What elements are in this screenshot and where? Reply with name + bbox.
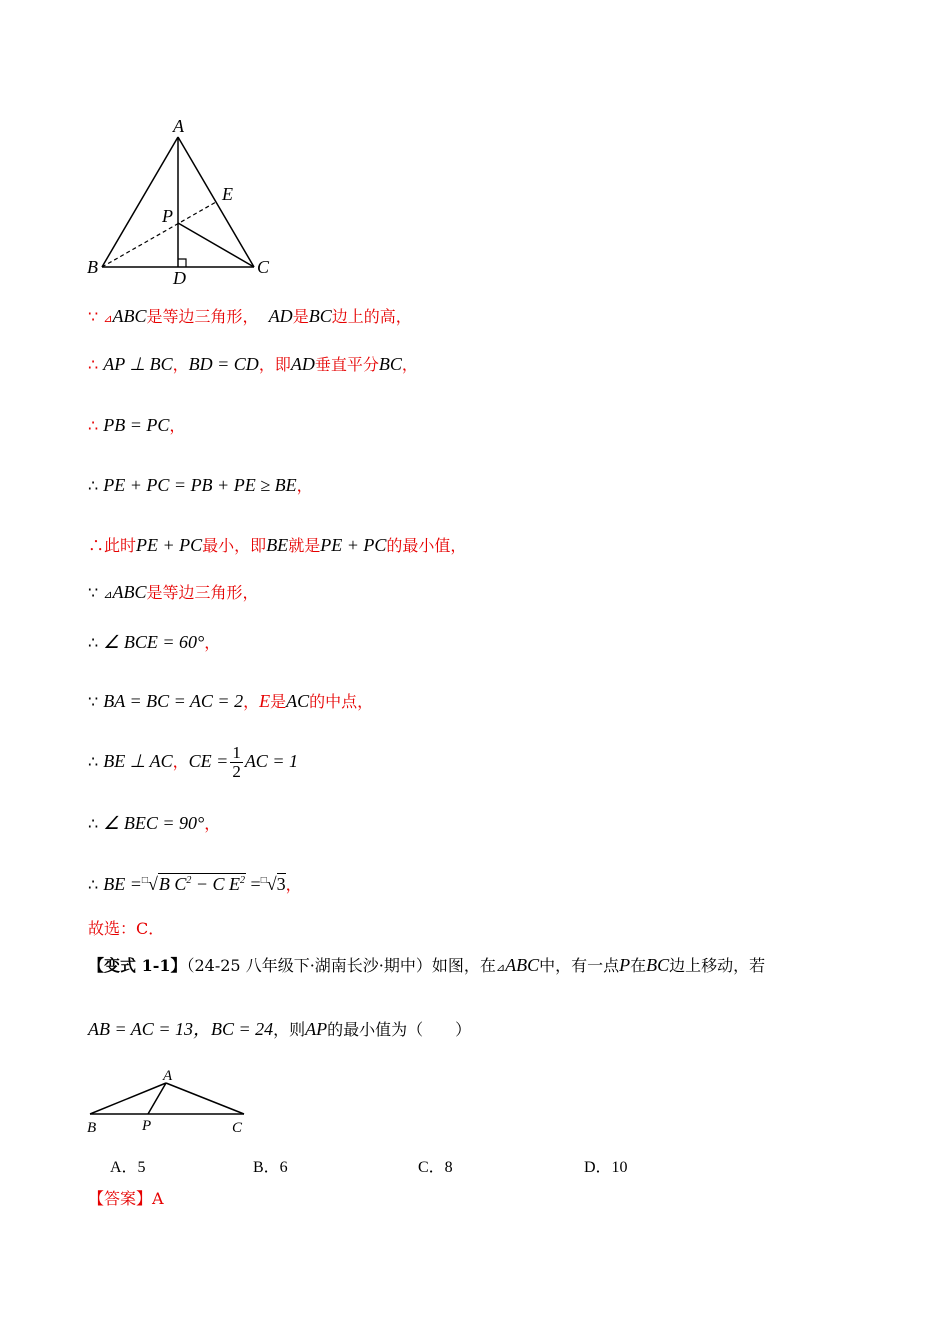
radical-index-placeholder: □ [141, 875, 148, 886]
variant-source: （24-25 八年级下·湖南长沙·期中） [186, 956, 432, 975]
therefore-symbol: ∴ [88, 416, 99, 435]
variant-question-line-1 [88, 954, 765, 979]
because-symbol: ∵ [88, 583, 99, 602]
triangle-symbol: ⊿ [495, 961, 506, 974]
solution-choice: 故选：C． [88, 919, 165, 938]
math-bc: BC [378, 354, 402, 374]
therefore-symbol: ∴ [88, 633, 99, 652]
text: 边上移动，若 [669, 956, 766, 975]
figure-equilateral-triangle [80, 112, 280, 292]
segment-ap [148, 1083, 166, 1114]
solution-line-11 [88, 870, 302, 896]
solution-line-6 [88, 581, 259, 606]
therefore-symbol: ∴ [88, 875, 99, 894]
triangle-symbol: ⊿ [103, 588, 113, 601]
math-ap-perp-bc: AP ⊥ BC [103, 354, 173, 374]
solution-line-2 [88, 353, 418, 376]
text: ，则 [273, 1020, 306, 1039]
math-p: P [619, 955, 631, 975]
math-bc: BC [308, 306, 332, 326]
label-d: D [173, 268, 186, 288]
comma: ， [296, 476, 313, 495]
text: 是等边三角形， [146, 307, 259, 326]
label-a: A [173, 116, 184, 136]
text: 是等边三角形， [146, 583, 259, 602]
math-pe-pc: PE + PC [320, 535, 387, 555]
segment-ac [166, 1083, 244, 1114]
comma: ， [169, 416, 186, 435]
solution-line-3 [88, 414, 185, 437]
comma: ， [172, 752, 189, 771]
math-bd-cd: BD = CD [188, 354, 259, 374]
math-ac-equals-1: AC = 1 [244, 751, 298, 771]
label-a: A [163, 1068, 173, 1084]
segment-ab [102, 137, 178, 267]
text: 在 [630, 956, 647, 975]
right-angle-mark [178, 259, 186, 267]
comma: ， [204, 814, 221, 833]
math-inequality: PE + PC = PB + PE ≥ BE [103, 475, 297, 495]
label-p: P [162, 206, 173, 226]
math-ad: AD [290, 354, 315, 374]
text: ，即 [258, 355, 291, 374]
math-abc: ABC [505, 955, 540, 975]
math-ad: AD [268, 306, 293, 326]
sqrt-three: □√3 [260, 874, 286, 894]
comma: ， [285, 875, 302, 894]
math-minus-ce: − C E [191, 874, 241, 894]
segment-pc [178, 223, 254, 267]
math-angle-bce: ∠ BCE = 60° [103, 632, 205, 652]
therefore-symbol: ∴ [88, 355, 99, 374]
because-symbol: ∵ [88, 692, 99, 711]
fraction-denominator: 2 [232, 762, 241, 781]
comma: ， [243, 692, 260, 711]
therefore-symbol: ∴ [88, 814, 99, 833]
math-sides-equal: BA = BC = AC = 2 [103, 691, 244, 711]
triangle-symbol: ⊿ [103, 312, 113, 325]
math-ac: AC [286, 691, 310, 711]
option-c[interactable]: C．8 [418, 1159, 453, 1176]
math-ap: AP [305, 1019, 328, 1039]
math-pe-pc: PE + PC [136, 535, 203, 555]
equals-sign: = [246, 874, 261, 894]
text: 是 [292, 307, 309, 326]
option-b[interactable]: B．6 [253, 1159, 288, 1176]
fraction-one-half [230, 744, 243, 781]
exponent: 2 [186, 875, 192, 886]
solution-line-4 [88, 474, 313, 497]
math-e: E [259, 691, 271, 711]
math-bc: B C [158, 874, 187, 894]
therefore-symbol: ∴ [88, 536, 105, 555]
option-d[interactable]: D．10 [584, 1159, 628, 1176]
option-a[interactable]: A．5 [110, 1159, 146, 1176]
text: 的最小值， [386, 536, 467, 555]
fraction-numerator: 1 [232, 743, 241, 762]
math-be-equals: BE = [103, 874, 142, 894]
segment-ab [90, 1083, 166, 1114]
text: 如图，在 [431, 956, 496, 975]
solution-line-7 [88, 631, 220, 654]
therefore-symbol: ∴ [88, 476, 99, 495]
solution-line-5 [88, 534, 466, 557]
answer-tag: 【答案】A [88, 1189, 164, 1208]
text: 边上的高， [331, 307, 412, 326]
text: 的中点， [309, 692, 374, 711]
math-be-perp-ac: BE ⊥ AC [103, 751, 173, 771]
label-p: P [142, 1118, 152, 1134]
therefore-symbol: ∴ [88, 752, 99, 771]
text: 的最小值为（ ） [327, 1020, 472, 1039]
math-condition: AB = AC = 13，BC = 24 [88, 1019, 274, 1039]
text: 此时 [104, 536, 137, 555]
radicand [158, 873, 246, 894]
solution-line-8 [88, 690, 373, 713]
math-abc: ABC [112, 582, 147, 602]
label-b: B [87, 257, 98, 277]
comma: ， [401, 355, 418, 374]
label-c: C [232, 1120, 243, 1136]
comma: ， [172, 355, 189, 374]
variant-question-line-2 [88, 1018, 471, 1041]
math-abc: ABC [112, 306, 147, 326]
because-symbol: ∵ [88, 307, 99, 326]
math-pb-pc: PB = PC [103, 415, 170, 435]
math-be: BE [266, 535, 289, 555]
text: 垂直平分 [314, 355, 379, 374]
figure-isosceles-triangle [84, 1064, 254, 1140]
radicand-three: 3 [276, 874, 286, 894]
variant-tag: 【变式 1-1】 [88, 956, 187, 975]
label-e: E [222, 184, 233, 204]
solution-line-10 [88, 812, 220, 835]
radical-index-placeholder: □ [260, 875, 267, 886]
text: 是 [270, 692, 287, 711]
label-b: B [87, 1120, 97, 1136]
exponent: 2 [240, 875, 246, 886]
comma: ， [204, 633, 221, 652]
label-c: C [257, 257, 270, 277]
sqrt-expression: □√B $C^2 - C$ $E^2$ [141, 874, 246, 894]
solution-line-9 [88, 742, 298, 781]
solution-line-1 [88, 305, 412, 330]
math-bc: BC [646, 955, 670, 975]
text: 中，有一点 [539, 956, 620, 975]
text: 就是 [288, 536, 321, 555]
math-ce: CE = [188, 751, 229, 771]
math-angle-bec: ∠ BEC = 90° [103, 813, 205, 833]
text: 最小，即 [202, 536, 267, 555]
